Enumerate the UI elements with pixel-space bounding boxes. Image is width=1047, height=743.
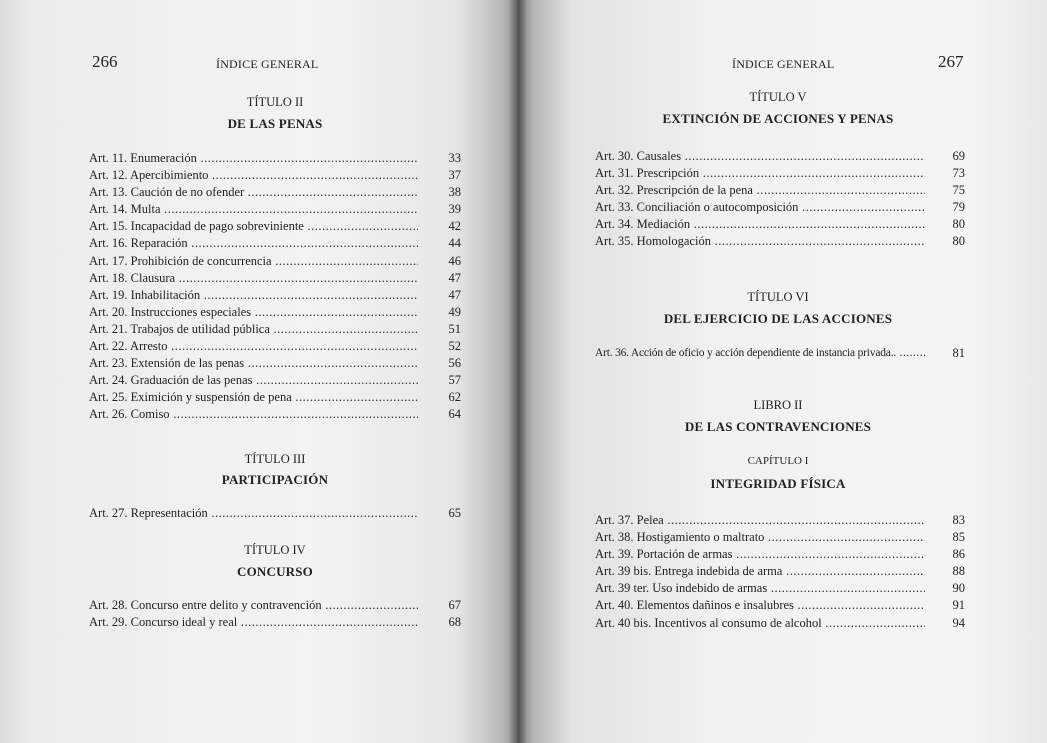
toc-list xyxy=(89,150,461,424)
toc-entry[interactable]: Art. 31. Prescripción ..... 73 xyxy=(595,165,965,182)
book-gutter xyxy=(510,0,526,743)
toc-entry[interactable]: Art. 28. Concurso entre delito y contravención ..... 67 xyxy=(89,597,461,614)
toc-entry[interactable]: Art. 35. Homologación ..... 80 xyxy=(595,233,965,250)
right-page xyxy=(518,0,1047,743)
toc-entry[interactable]: Art. 25. Eximición y suspensión de pena ..... 62 xyxy=(89,389,461,406)
page-number: 266 xyxy=(92,52,118,71)
toc-entry[interactable]: Art. 12. Apercibimiento ..... 37 xyxy=(89,167,461,184)
toc-entry[interactable]: Art. 13. Caución de no ofender ..... 38 xyxy=(89,184,461,201)
toc-entry[interactable]: Art. 21. Trabajos de utilidad pública ..... 51 xyxy=(89,321,461,338)
toc-entry[interactable]: Art. 38. Hostigamiento o maltrato ..... 85 xyxy=(595,529,965,546)
toc-list xyxy=(89,505,461,522)
toc-entry[interactable]: Art. 17. Prohibición de concurrencia ..... 46 xyxy=(89,253,461,270)
toc-entry[interactable]: Art. 34. Mediación ..... 80 xyxy=(595,216,965,233)
page-number: 267 xyxy=(938,52,964,71)
toc-list xyxy=(595,512,965,632)
toc-entry[interactable]: Art. 20. Instrucciones especiales ..... 49 xyxy=(89,304,461,321)
toc-entry[interactable]: Art. 40 bis. Incentivos al consumo de alcohol ..... 94 xyxy=(595,615,965,632)
section-heading: DEL EJERCICIO DE LAS ACCIONES xyxy=(663,311,893,326)
running-head: ÍNDICE GENERAL xyxy=(216,57,319,71)
toc-entry[interactable]: Art. 16. Reparación ..... 44 xyxy=(89,235,461,252)
toc-entry[interactable]: Art. 33. Conciliación o autocomposición ..... 79 xyxy=(595,199,965,216)
toc-list xyxy=(89,597,461,631)
libro-label: LIBRO II xyxy=(753,398,803,412)
running-head: ÍNDICE GENERAL xyxy=(732,57,835,71)
toc-entry[interactable]: Art. 24. Graduación de las penas ..... 57 xyxy=(89,372,461,389)
toc-entry[interactable]: Art. 30. Causales ..... 69 xyxy=(595,148,965,165)
toc-entry[interactable]: Art. 11. Enumeración ..... 33 xyxy=(89,150,461,167)
toc-entry[interactable]: Art. 19. Inhabilitación ..... 47 xyxy=(89,287,461,304)
section-titulo: TÍTULO VI xyxy=(747,290,809,304)
section-titulo: TÍTULO II xyxy=(246,95,304,109)
toc-entry[interactable]: Art. 26. Comiso ..... 64 xyxy=(89,406,461,423)
section-titulo: TÍTULO IV xyxy=(244,543,306,557)
libro-heading: DE LAS CONTRAVENCIONES xyxy=(684,419,872,434)
section-heading: EXTINCIÓN DE ACCIONES Y PENAS xyxy=(662,111,894,126)
toc-entry[interactable]: Art. 18. Clausura ..... 47 xyxy=(89,270,461,287)
section-titulo: TÍTULO V xyxy=(749,90,807,104)
toc-entry[interactable]: Art. 40. Elementos dañinos e insalubres ..... 91 xyxy=(595,597,965,614)
toc-entry[interactable]: Art. 29. Concurso ideal y real ..... 68 xyxy=(89,614,461,631)
left-page xyxy=(0,0,518,743)
toc-list xyxy=(595,345,965,362)
toc-entry[interactable]: Art. 36. Acción de oficio y acción dependiente de instancia privada.. ..... 81 xyxy=(595,345,965,362)
toc-entry[interactable]: Art. 39 bis. Entrega indebida de arma ..... 88 xyxy=(595,563,965,580)
section-heading: PARTICIPACIÓN xyxy=(221,472,329,487)
toc-entry[interactable]: Art. 39. Portación de armas ..... 86 xyxy=(595,546,965,563)
toc-entry[interactable]: Art. 23. Extensión de las penas ..... 56 xyxy=(89,355,461,372)
toc-entry[interactable]: Art. 22. Arresto ..... 52 xyxy=(89,338,461,355)
toc-entry[interactable]: Art. 15. Incapacidad de pago sobreviniente ..... 42 xyxy=(89,218,461,235)
toc-entry[interactable]: Art. 37. Pelea ..... 83 xyxy=(595,512,965,529)
toc-entry[interactable]: Art. 32. Prescripción de la pena ..... 75 xyxy=(595,182,965,199)
toc-entry[interactable]: Art. 39 ter. Uso indebido de armas ..... 90 xyxy=(595,580,965,597)
capitulo-label: CAPÍTULO I xyxy=(747,455,809,467)
section-titulo: TÍTULO III xyxy=(244,452,306,466)
toc-entry[interactable]: Art. 14. Multa ..... 39 xyxy=(89,201,461,218)
section-heading: DE LAS PENAS xyxy=(227,116,323,131)
section-heading: CONCURSO xyxy=(237,564,313,579)
toc-list xyxy=(595,148,965,251)
section-heading: INTEGRIDAD FÍSICA xyxy=(710,476,846,491)
toc-entry[interactable]: Art. 27. Representación ..... 65 xyxy=(89,505,461,522)
